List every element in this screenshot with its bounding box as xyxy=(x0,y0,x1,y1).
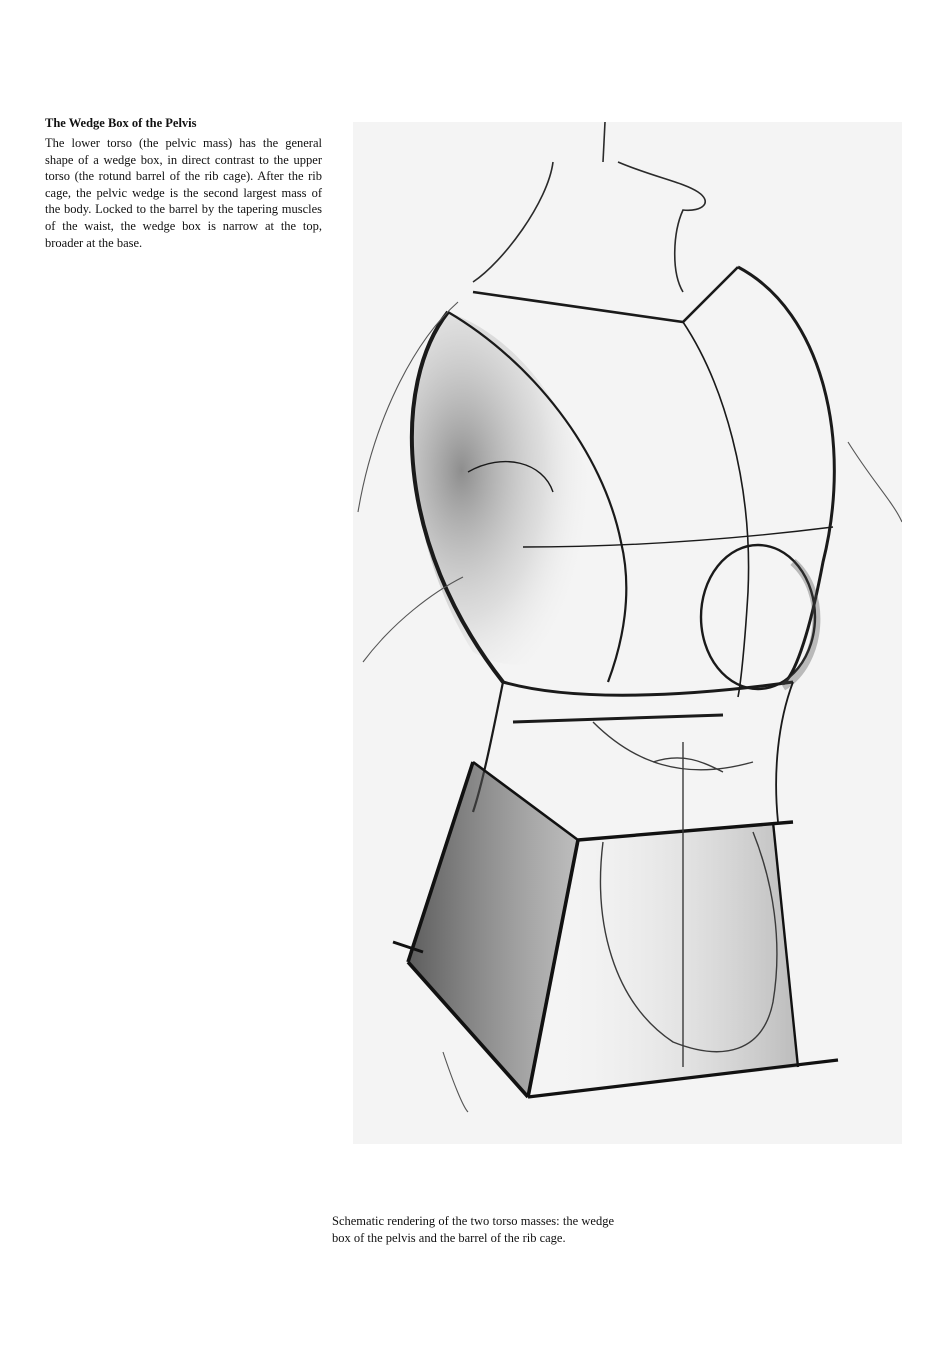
torso-sketch xyxy=(353,122,902,1144)
neck-lines xyxy=(473,122,705,292)
figure-caption: Schematic rendering of the two torso masses: the wedge box of the pelvis and the barrel of the rib cage. xyxy=(332,1214,614,1245)
abdomen-shade xyxy=(783,562,816,687)
torso-drawing-figure xyxy=(353,122,902,1144)
text-column xyxy=(45,115,322,251)
section-heading: The Wedge Box of the Pelvis xyxy=(45,116,197,130)
barrel-shadow xyxy=(413,312,608,665)
section-body: The lower torso (the pelvic mass) has the general shape of a wedge box, in direct contrast to the upper torso (the rotund barrel of the rib cage). After the rib cage, the pelvic wedge is the second largest mass of the body. Locked to the barrel by the tapering muscles of the waist, the wedge box is narrow at the top, broader at the base. xyxy=(45,136,322,250)
